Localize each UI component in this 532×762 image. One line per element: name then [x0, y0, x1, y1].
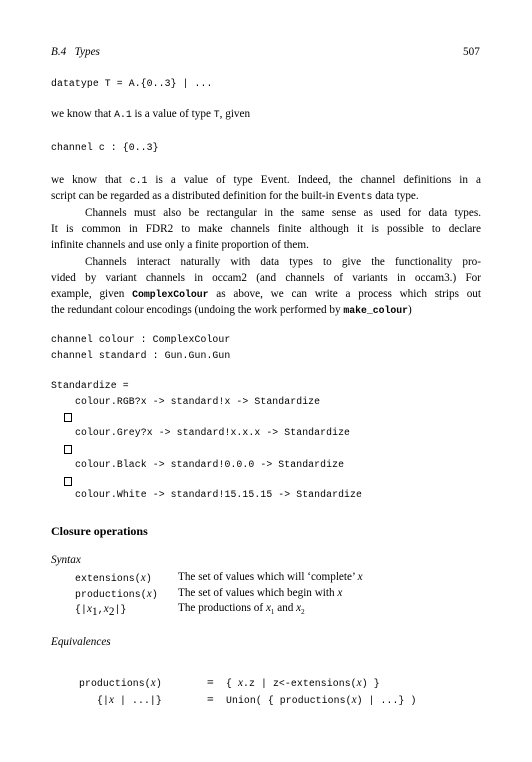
- equiv-rhs-closure: Union( { productions(x) | ...} ): [226, 694, 417, 706]
- inline-code: T: [213, 109, 220, 120]
- equiv-symbol: ≡: [207, 692, 214, 706]
- choice-box-icon: [64, 473, 72, 491]
- syntax-desc-extensions: The set of values which will ‘complete’ x: [178, 571, 363, 583]
- equiv-symbol: ≡: [207, 675, 214, 689]
- code-standardize-def: Standardize =: [51, 380, 129, 391]
- syntax-desc-productions: The set of values which begin with x: [178, 587, 343, 599]
- subheading-equivalences: Equivalences: [51, 636, 111, 648]
- subheading-syntax: Syntax: [51, 554, 81, 566]
- syntax-desc-closure-set: The productions of $x_1$ and $x_2$: [178, 602, 305, 617]
- code-line-rgb: colour.RGB?x -> standard!x -> Standardize: [75, 396, 321, 407]
- equiv-rhs-productions: { x.z | z<-extensions(x) }: [226, 677, 380, 689]
- paragraph-rectangular: Channels must also be rectangular in the same sense as used for data types. It is common in FDR2 to make channels finite although it is possible to declare infinite channels and use only a finite proportion of them.: [51, 207, 481, 251]
- syntax-term-extensions: extensions(x): [75, 572, 152, 584]
- inline-code: Events: [337, 191, 373, 202]
- code-channel-standard: channel standard : Gun.Gun.Gun: [51, 350, 231, 361]
- code-datatype: datatype T = A.{0..3} | ...: [51, 78, 213, 89]
- paragraph-channel-event: we know that c.1 is a value of type Event. Indeed, the channel definitions in a script can be regarded as a distributed definition for the built-in Events data type.: [51, 174, 481, 202]
- page-number: 507: [463, 46, 480, 58]
- equiv-lhs-closure: {|x | ...|}: [97, 694, 162, 706]
- inline-code: ComplexColour: [132, 289, 209, 300]
- choice-box-icon: [64, 409, 72, 427]
- code-channel-colour: channel colour : ComplexColour: [51, 334, 231, 345]
- heading-closure-operations: Closure operations: [51, 524, 148, 538]
- paragraph-interact: Channels interact naturally with data types to give the functionality pro- vided by variant channels in occam2 (and channels of variants in occam3.) For example, given ComplexColour as above, we can write a process which strips out the redundant colour encodings (undoing the work performed by make_colour): [51, 256, 481, 316]
- code-line-white: colour.White -> standard!15.15.15 -> Standardize: [75, 489, 362, 500]
- equiv-lhs-productions: productions(x): [79, 677, 162, 689]
- code-line-grey: colour.Grey?x -> standard!x.x.x -> Standardize: [75, 427, 351, 438]
- choice-box-icon: [64, 441, 72, 459]
- section-number: B.4: [51, 46, 67, 58]
- inline-code: make_colour: [343, 305, 409, 316]
- section-title: Types: [74, 46, 100, 58]
- syntax-term-closure-set: $\{|x_1,x_2|\}$: [75, 603, 127, 618]
- inline-code: A.1: [114, 109, 132, 120]
- syntax-term-productions: productions(x): [75, 588, 158, 600]
- code-channel-c: channel c : {0..3}: [51, 142, 159, 153]
- inline-code: c.1: [129, 175, 148, 186]
- code-line-black: colour.Black -> standard!0.0.0 -> Standardize: [75, 459, 345, 470]
- paragraph-know-a1: we know that A.1 is a value of type T, given: [51, 108, 251, 120]
- running-header-section: [51, 46, 100, 58]
